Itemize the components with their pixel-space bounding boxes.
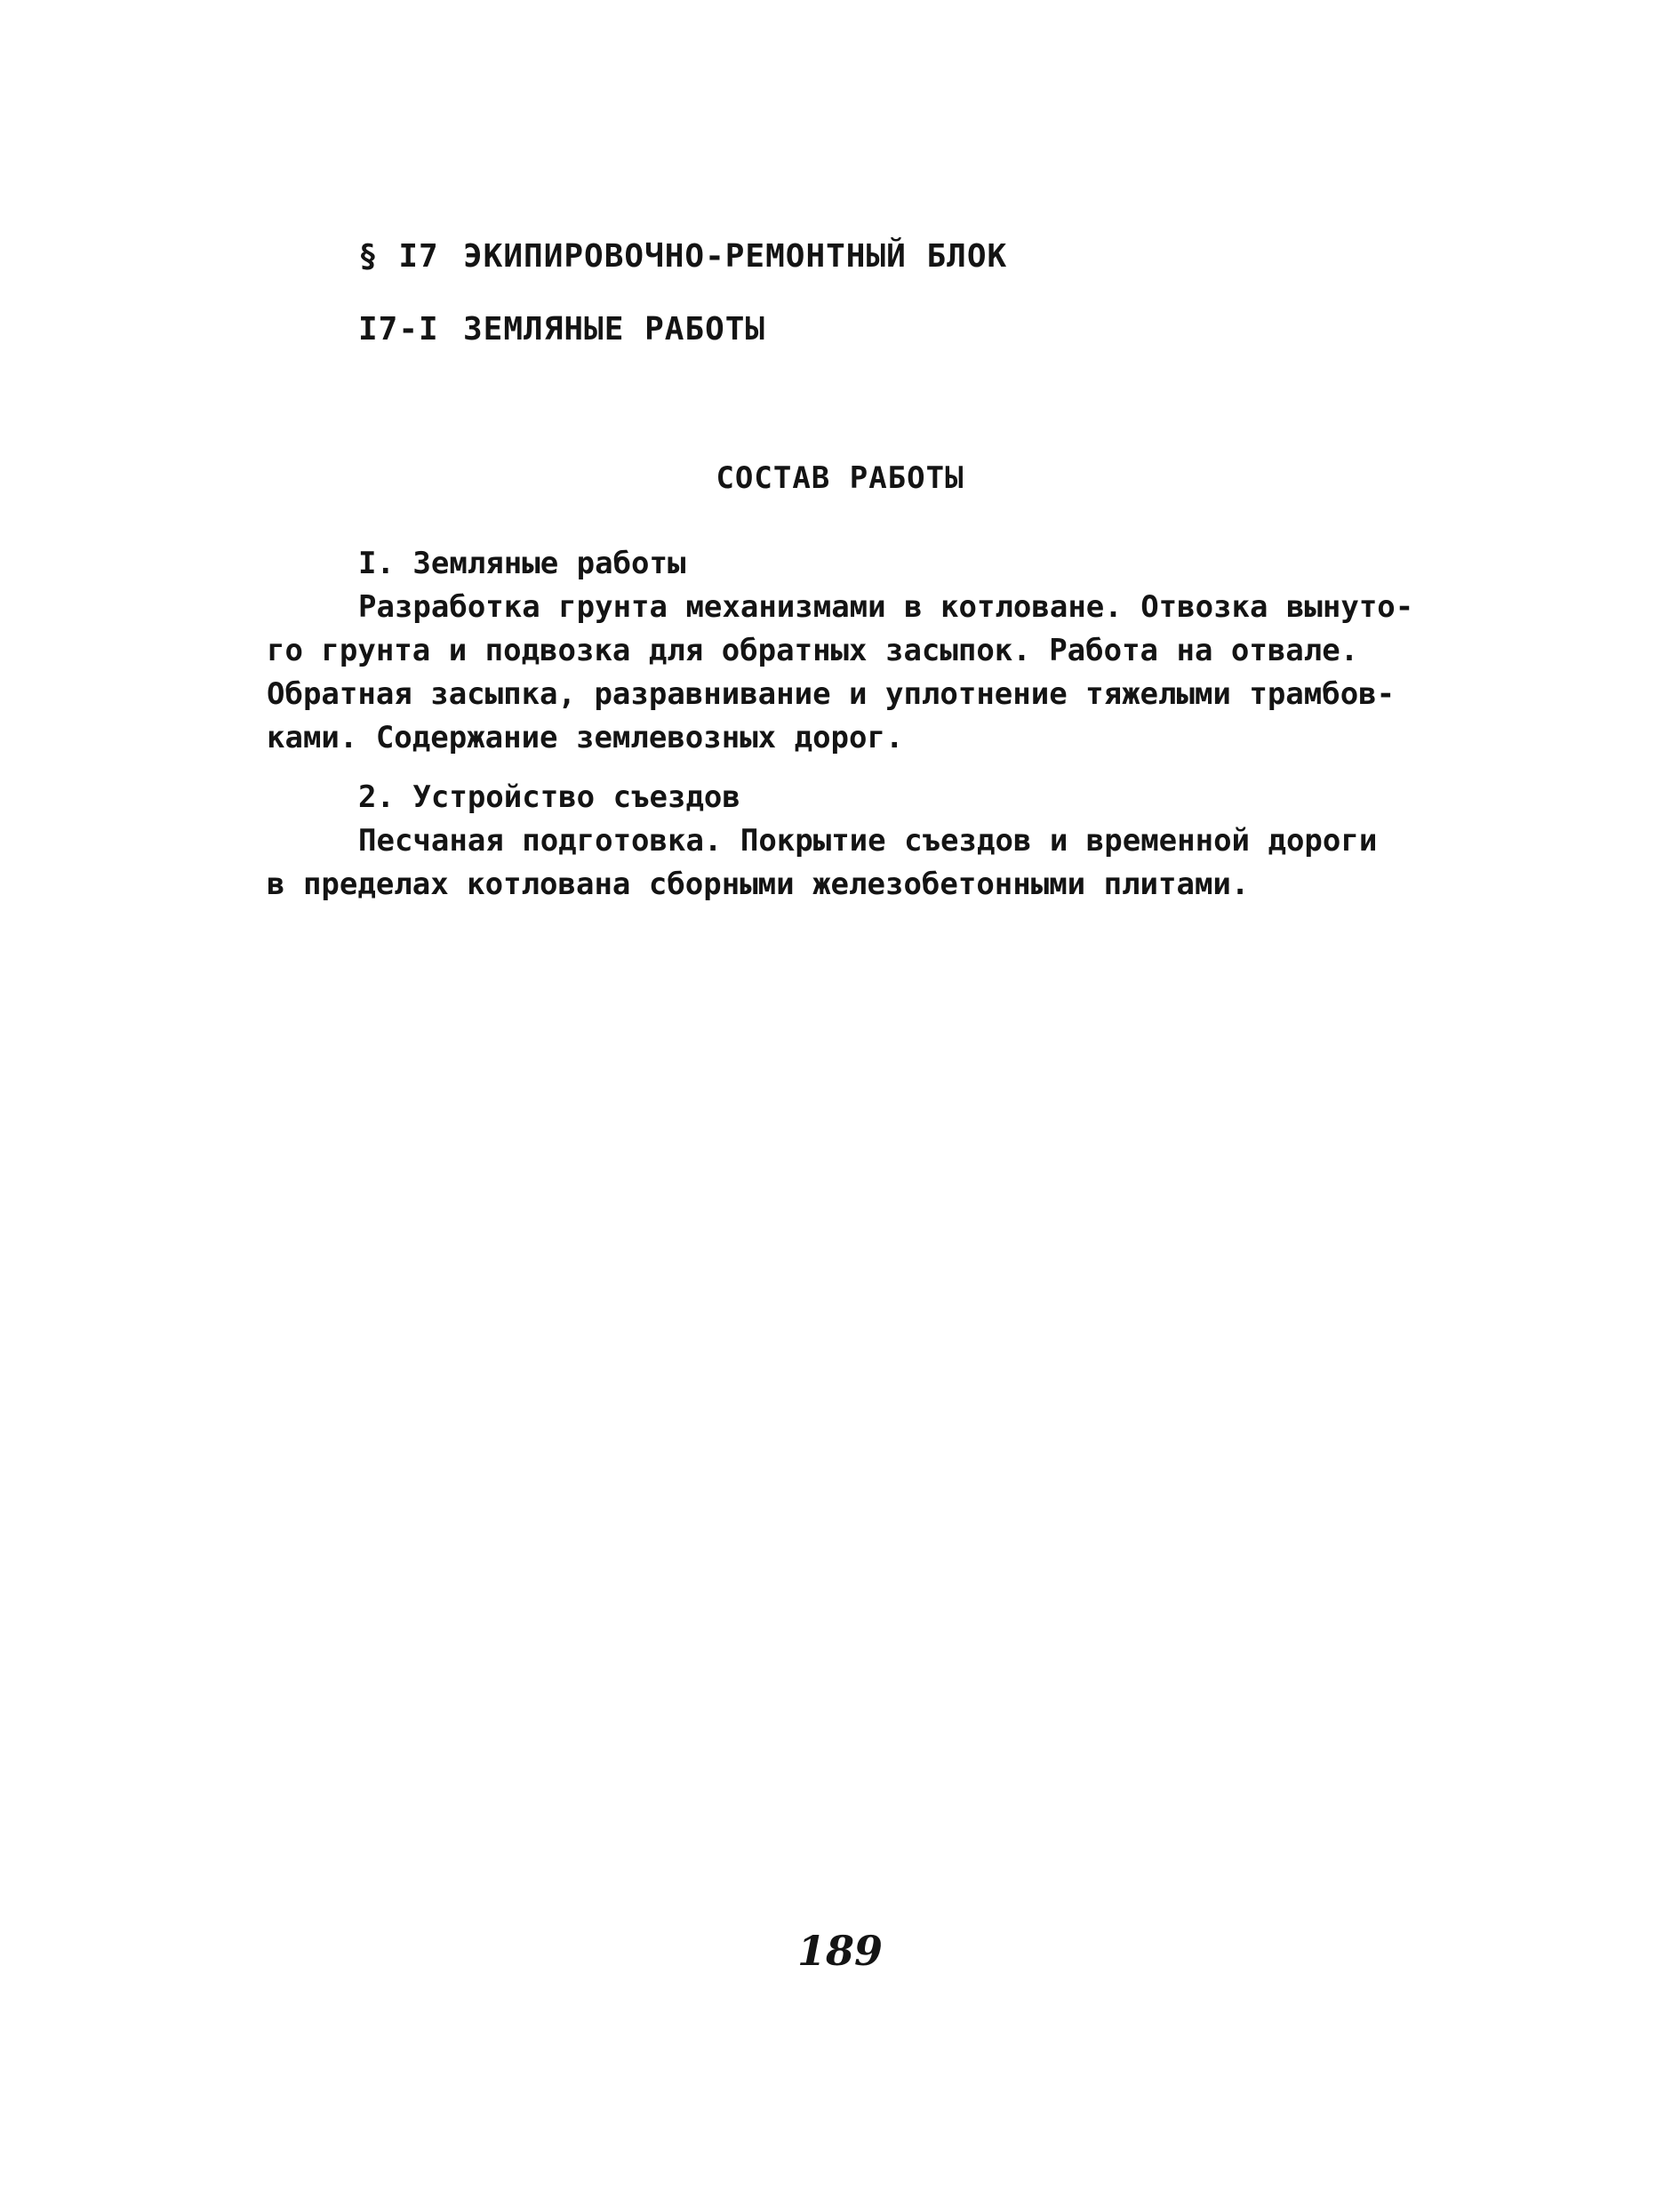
- paragraph-line: ками. Содержание землевозных дорог.: [267, 720, 904, 755]
- subsection-title: ЗЕМЛЯНЫЕ РАБОТЫ: [463, 311, 766, 348]
- work-item-title: I. Земляные работы: [358, 546, 686, 581]
- composition-title: СОСТАВ РАБОТЫ: [716, 460, 964, 496]
- paragraph-line: Песчаная подготовка. Покрытие съездов и временной дороги: [358, 823, 1378, 859]
- section-title: ЭКИПИРОВОЧНО-РЕМОНТНЫЙ БЛОК: [463, 238, 1008, 275]
- work-item-earthworks: [267, 542, 1413, 760]
- subsection-heading: [358, 311, 765, 348]
- page-number: 189: [796, 1927, 884, 1975]
- work-item-ramps: [267, 776, 1413, 907]
- paragraph-line: Разработка грунта механизмами в котловане. Отвозка вынуто-: [358, 589, 1414, 625]
- paragraph-line: Обратная засыпка, разравнивание и уплотнение тяжелыми трамбов-: [267, 676, 1396, 712]
- paragraph-line: в пределах котлована сборными железобетонными плитами.: [267, 867, 1250, 902]
- paragraph-line: го грунта и подвозка для обратных засыпок. Работа на отвале.: [267, 633, 1359, 668]
- work-item-title: 2. Устройство съездов: [358, 779, 740, 815]
- section-number: § I7: [358, 238, 439, 275]
- section-heading: [358, 238, 1007, 275]
- subsection-number: I7-I: [358, 311, 439, 348]
